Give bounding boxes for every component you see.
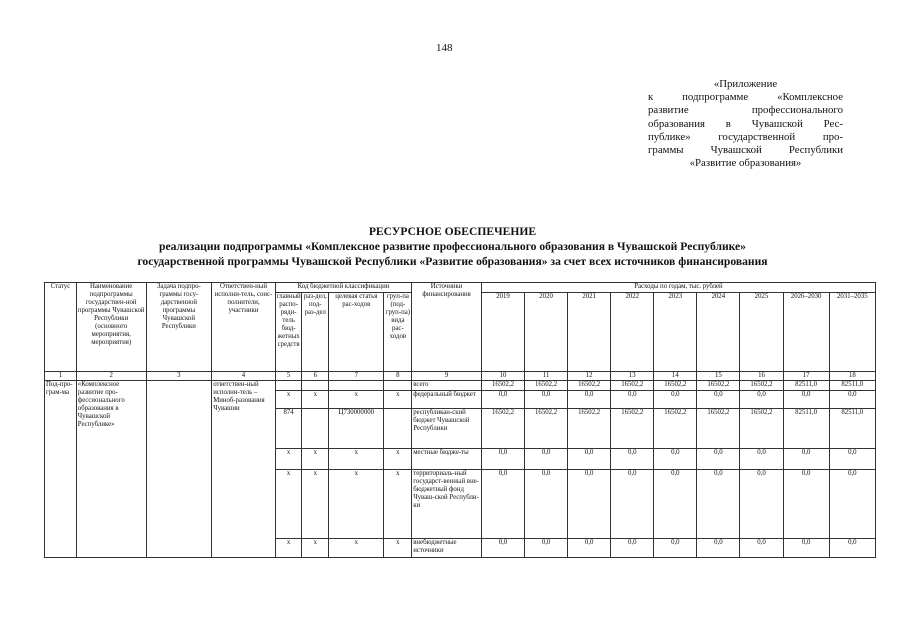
table-row: [45, 381, 876, 391]
column-number: 17: [783, 372, 829, 381]
header-status: Статус: [45, 283, 77, 372]
cell-source: территориаль-ный государст-венный вне-бюджетный фонд Чуваш-ской Республи-ки: [412, 470, 482, 539]
cell-value: 0,0: [568, 470, 611, 539]
column-number: 4: [212, 372, 276, 381]
title-line-2: реализации подпрограммы «Комплексное развитие профессионального образования в Чувашской Республике»: [159, 240, 746, 253]
appendix-line: публике» государственной про-: [648, 130, 843, 143]
cell-value: 0,0: [697, 449, 740, 470]
cell-value: 16502,2: [740, 409, 783, 449]
row-responsible: ответствен-ный исполни-тель – Миноб-разования Чувашии: [212, 381, 276, 558]
cell-value: 0,0: [568, 539, 611, 558]
cell-value: 0,0: [783, 391, 829, 409]
cell-value: 0,0: [611, 470, 654, 539]
appendix-line: граммы Чувашской Республики: [648, 144, 843, 157]
cell-section: x: [302, 449, 329, 470]
cell-grbs: x: [275, 449, 302, 470]
cell-group: x: [384, 391, 412, 409]
cell-value: 0,0: [829, 539, 875, 558]
cell-value: 0,0: [525, 391, 568, 409]
column-numbers-row: [45, 372, 876, 381]
cell-value: 0,0: [611, 539, 654, 558]
cell-value: 0,0: [481, 539, 524, 558]
cell-grbs: 874: [275, 409, 302, 449]
cell-value: 0,0: [740, 449, 783, 470]
cell-value: 16502,2: [481, 409, 524, 449]
column-number: 15: [697, 372, 740, 381]
cell-value: 0,0: [568, 391, 611, 409]
cell-group: x: [384, 449, 412, 470]
cell-value: 16502,2: [568, 381, 611, 391]
column-number: 2: [76, 372, 146, 381]
cell-value: 82511,0: [783, 381, 829, 391]
cell-value: 16502,2: [611, 409, 654, 449]
cell-value: 16502,2: [654, 409, 697, 449]
cell-value: 0,0: [740, 391, 783, 409]
cell-article: x: [329, 470, 384, 539]
cell-value: 0,0: [783, 539, 829, 558]
header-expenses: Расходы по годам, тыс. рублей: [481, 283, 875, 293]
column-number: 8: [384, 372, 412, 381]
header-year: 2022: [611, 293, 654, 372]
cell-article: x: [329, 539, 384, 558]
cell-value: 0,0: [654, 449, 697, 470]
cell-value: 16502,2: [481, 381, 524, 391]
header-year: 2025: [740, 293, 783, 372]
cell-value: 16502,2: [697, 381, 740, 391]
cell-value: 0,0: [740, 470, 783, 539]
cell-value: 0,0: [481, 449, 524, 470]
appendix-line: к подпрограмме «Комплексное: [648, 91, 843, 104]
cell-section: [302, 409, 329, 449]
cell-value: 82511,0: [829, 409, 875, 449]
cell-value: 0,0: [783, 470, 829, 539]
cell-article: [329, 381, 384, 391]
cell-value: 0,0: [481, 470, 524, 539]
header-section: раз-дел, под-раз-дел: [302, 293, 329, 372]
cell-value: 0,0: [829, 470, 875, 539]
cell-section: x: [302, 391, 329, 409]
header-year: 2023: [654, 293, 697, 372]
header-year: 2031–2035: [829, 293, 875, 372]
cell-source: федеральный бюджет: [412, 391, 482, 409]
cell-grbs: x: [275, 391, 302, 409]
column-number: 9: [412, 372, 482, 381]
title-line-3: государственной программы Чувашской Республики «Развитие образования» за счет всех источников финансирования: [137, 255, 768, 268]
appendix-line: «Приложение: [713, 78, 778, 90]
cell-article: x: [329, 449, 384, 470]
column-number: 13: [611, 372, 654, 381]
cell-group: [384, 409, 412, 449]
header-target-article: целевая статья рас-ходов: [329, 293, 384, 372]
appendix-line: образования в Чувашской Рес-: [648, 117, 843, 130]
cell-grbs: x: [275, 470, 302, 539]
resource-table: [44, 282, 876, 558]
title-line-1: РЕСУРСНОЕ ОБЕСПЕЧЕНИЕ: [368, 225, 537, 238]
header-responsible: Ответствен-ный исполни-тель, соис-полнители, участники: [212, 283, 276, 372]
cell-value: 16502,2: [525, 409, 568, 449]
appendix-note: [648, 78, 843, 170]
column-number: 1: [45, 372, 77, 381]
column-number: 18: [829, 372, 875, 381]
cell-value: 0,0: [697, 391, 740, 409]
column-number: 5: [275, 372, 302, 381]
header-year: 2021: [568, 293, 611, 372]
cell-value: 0,0: [525, 470, 568, 539]
cell-value: 16502,2: [568, 409, 611, 449]
row-task: [146, 381, 212, 558]
header-grbs: главный распо-ряди-тель бюд-жетных средств: [275, 293, 302, 372]
column-number: 16: [740, 372, 783, 381]
cell-value: 82511,0: [829, 381, 875, 391]
cell-value: 0,0: [829, 391, 875, 409]
column-number: 14: [654, 372, 697, 381]
cell-source: местные бюдже-ты: [412, 449, 482, 470]
cell-source: всего: [412, 381, 482, 391]
cell-value: 16502,2: [697, 409, 740, 449]
cell-source: республикан-ский бюджет Чувашской Республики: [412, 409, 482, 449]
appendix-line: «Развитие образования»: [689, 157, 802, 170]
column-number: 12: [568, 372, 611, 381]
header-year: 2026–2030: [783, 293, 829, 372]
cell-group: x: [384, 470, 412, 539]
page-number: 148: [436, 42, 453, 54]
cell-section: [302, 381, 329, 391]
cell-section: x: [302, 539, 329, 558]
column-number: 3: [146, 372, 212, 381]
cell-article: x: [329, 391, 384, 409]
cell-value: 16502,2: [740, 381, 783, 391]
row-name: «Комплексное развитие про-фессионального образования в Чувашской Республике»: [76, 381, 146, 558]
header-year: 2020: [525, 293, 568, 372]
cell-value: 0,0: [697, 539, 740, 558]
cell-value: 16502,2: [654, 381, 697, 391]
cell-value: 0,0: [654, 539, 697, 558]
header-name: Наименование подпрограммы государствен-ной программы Чувашской Республики (основного мероприятия, мероприятия): [76, 283, 146, 372]
document-title: [30, 224, 875, 269]
header-task: Задача подпро-граммы госу-дарственной программы Чувашской Республики: [146, 283, 212, 372]
cell-value: 0,0: [525, 539, 568, 558]
cell-value: 0,0: [525, 449, 568, 470]
row-status: Под-про-грам-ма: [45, 381, 77, 558]
header-sources: Источники финансирования: [412, 283, 482, 372]
cell-value: 0,0: [783, 449, 829, 470]
header-year: 2019: [481, 293, 524, 372]
cell-value: 0,0: [654, 391, 697, 409]
cell-group: [384, 381, 412, 391]
cell-source: внебюджетные источники: [412, 539, 482, 558]
cell-value: 16502,2: [525, 381, 568, 391]
cell-value: 0,0: [568, 449, 611, 470]
cell-group: x: [384, 539, 412, 558]
cell-value: 0,0: [481, 391, 524, 409]
cell-grbs: [275, 381, 302, 391]
header-expense-group: груп-па (под-груп-па) вида рас-ходов: [384, 293, 412, 372]
header-budget-code: Код бюджетной классификации: [275, 283, 411, 293]
cell-value: 0,0: [654, 470, 697, 539]
column-number: 10: [481, 372, 524, 381]
cell-value: 0,0: [740, 539, 783, 558]
header-year: 2024: [697, 293, 740, 372]
column-number: 6: [302, 372, 329, 381]
column-number: 11: [525, 372, 568, 381]
cell-value: 0,0: [611, 391, 654, 409]
cell-value: 0,0: [829, 449, 875, 470]
cell-value: 16502,2: [611, 381, 654, 391]
column-number: 7: [329, 372, 384, 381]
appendix-line: развитие профессионального: [648, 104, 843, 117]
cell-section: x: [302, 470, 329, 539]
cell-article: Ц730000000: [329, 409, 384, 449]
cell-value: 0,0: [611, 449, 654, 470]
cell-grbs: x: [275, 539, 302, 558]
cell-value: 0,0: [697, 470, 740, 539]
cell-value: 82511,0: [783, 409, 829, 449]
